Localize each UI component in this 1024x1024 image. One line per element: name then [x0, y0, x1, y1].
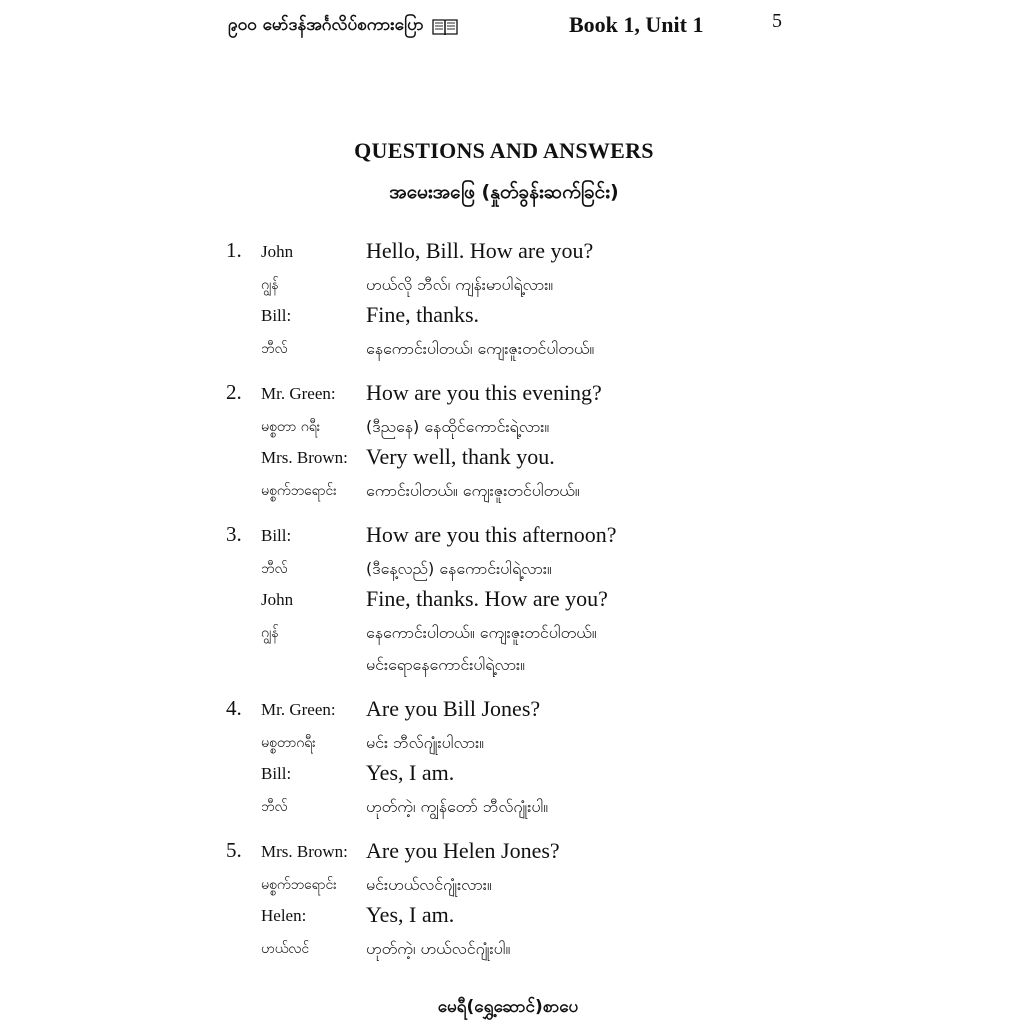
speaker-name: မစ္စက်ဘရောင်း	[261, 877, 337, 893]
translation-text: နေကောင်းပါတယ်။ ကျေးဇူးတင်ပါတယ်။	[366, 623, 597, 642]
dialog-line	[0, 334, 1024, 364]
speaker-name: ဟယ်လင်	[261, 941, 310, 957]
translation-text: မင်းရောနေကောင်းပါရဲ့လား။	[366, 655, 525, 674]
translation-text: ဟယ်လို ဘီလ်၊ ကျန်းမာပါရဲ့လား။	[366, 275, 554, 294]
translation-text: ကောင်းပါတယ်။ ကျေးဇူးတင်ပါတယ်။	[366, 481, 580, 500]
translation-text: (ဒီနေ့လည်) နေကောင်းပါရဲ့လား။	[366, 559, 552, 578]
speaker-name: မစ္စတာဂရီး	[261, 735, 316, 751]
dialog-line	[0, 412, 1024, 442]
speaker-name: Bill:	[261, 764, 292, 783]
speaker-name: Helen:	[261, 906, 307, 925]
dialog-number: 3.	[226, 522, 242, 546]
dialog-text: How are you this evening?	[366, 380, 602, 405]
page-header	[228, 10, 788, 42]
speaker-name: Bill:	[261, 526, 292, 545]
dialog-text: Are you Helen Jones?	[366, 838, 560, 863]
speaker-name: ဘီလ်	[261, 341, 288, 357]
dialog-line	[0, 444, 1024, 474]
dialog-line	[0, 554, 1024, 584]
dialog-number: 5.	[226, 838, 242, 862]
speaker-name: Bill:	[261, 306, 292, 325]
translation-text: နေကောင်းပါတယ်၊ ကျေးဇူးတင်ပါတယ်။	[366, 339, 595, 358]
dialog-line	[0, 760, 1024, 790]
speaker-name: မစ္စက်ဘရောင်း	[261, 483, 337, 499]
dialog-line	[0, 728, 1024, 758]
speaker-name: Mr. Green:	[261, 384, 336, 403]
publisher-footer: မေရီ(ရွှေ့ဆောင်)စာပေ	[437, 997, 579, 1017]
dialog-line	[0, 902, 1024, 932]
dialog-number: 1.	[226, 238, 242, 262]
speaker-name: Mr. Green:	[261, 700, 336, 719]
dialog-text: Yes, I am.	[366, 902, 455, 927]
dialog-number: 4.	[226, 696, 242, 720]
speaker-name: Mrs. Brown:	[261, 842, 348, 861]
dialog-text: Hello, Bill. How are you?	[366, 238, 594, 263]
speaker-name: John	[261, 242, 294, 261]
speaker-name: Mrs. Brown:	[261, 448, 348, 467]
translation-text: မင်းဟယ်လင်ဂျုံးလား။	[366, 875, 492, 894]
book-series-title: ၉၀၀ မော်ဒန်အင်္ဂလိပ်စကားပြော	[228, 15, 424, 35]
dialog-line	[0, 618, 1024, 648]
running-title	[228, 14, 458, 39]
speaker-name: ဂျွန်	[261, 277, 279, 293]
dialog-line	[0, 380, 1024, 410]
speaker-name: မစ္စတာ ဂရီး	[261, 419, 321, 435]
section-title: QUESTIONS AND ANSWERS	[354, 138, 654, 163]
dialog-line	[0, 302, 1024, 332]
dialog-line	[0, 586, 1024, 616]
translation-text: ဟုတ်ကဲ့၊ ဟယ်လင်ဂျုံးပါ။	[366, 939, 511, 958]
dialog-text: Very well, thank you.	[366, 444, 555, 469]
speaker-name: ဂျွန်	[261, 625, 279, 641]
dialog-text: Fine, thanks.	[366, 302, 480, 327]
dialog-line	[0, 696, 1024, 726]
speaker-name: ဘီလ်	[261, 799, 288, 815]
dialog-number: 2.	[226, 380, 242, 404]
translation-text: (ဒီညနေ) နေထိုင်ကောင်းရဲ့လား။	[366, 417, 550, 436]
section-subtitle: အမေးအဖြေ (နှုတ်ခွန်းဆက်ခြင်း)	[389, 181, 619, 203]
dialog-line	[0, 792, 1024, 822]
translation-text: ဟုတ်ကဲ့၊ ကျွန်တော် ဘီလ်ဂျုံးပါ။	[366, 797, 549, 816]
dialog-line	[0, 476, 1024, 506]
dialog-text: Fine, thanks. How are you?	[366, 586, 608, 611]
speaker-name: ဘီလ်	[261, 561, 288, 577]
dialog-line	[0, 934, 1024, 964]
dialog-line	[0, 238, 1024, 268]
dialog-line	[0, 870, 1024, 900]
dialog-line	[0, 838, 1024, 868]
dialog-line	[0, 650, 1024, 680]
translation-text: မင်း ဘီလ်ဂျုံးပါလား။	[366, 733, 484, 752]
page-number: 5	[772, 10, 782, 32]
dialog-line	[0, 522, 1024, 552]
open-book-icon	[432, 17, 458, 37]
dialog-text: Are you Bill Jones?	[366, 696, 541, 721]
dialog-text: Yes, I am.	[366, 760, 455, 785]
dialog-text: How are you this afternoon?	[366, 522, 617, 547]
speaker-name: John	[261, 590, 294, 609]
dialog-line	[0, 270, 1024, 300]
book-unit-label: Book 1, Unit 1	[569, 12, 704, 37]
